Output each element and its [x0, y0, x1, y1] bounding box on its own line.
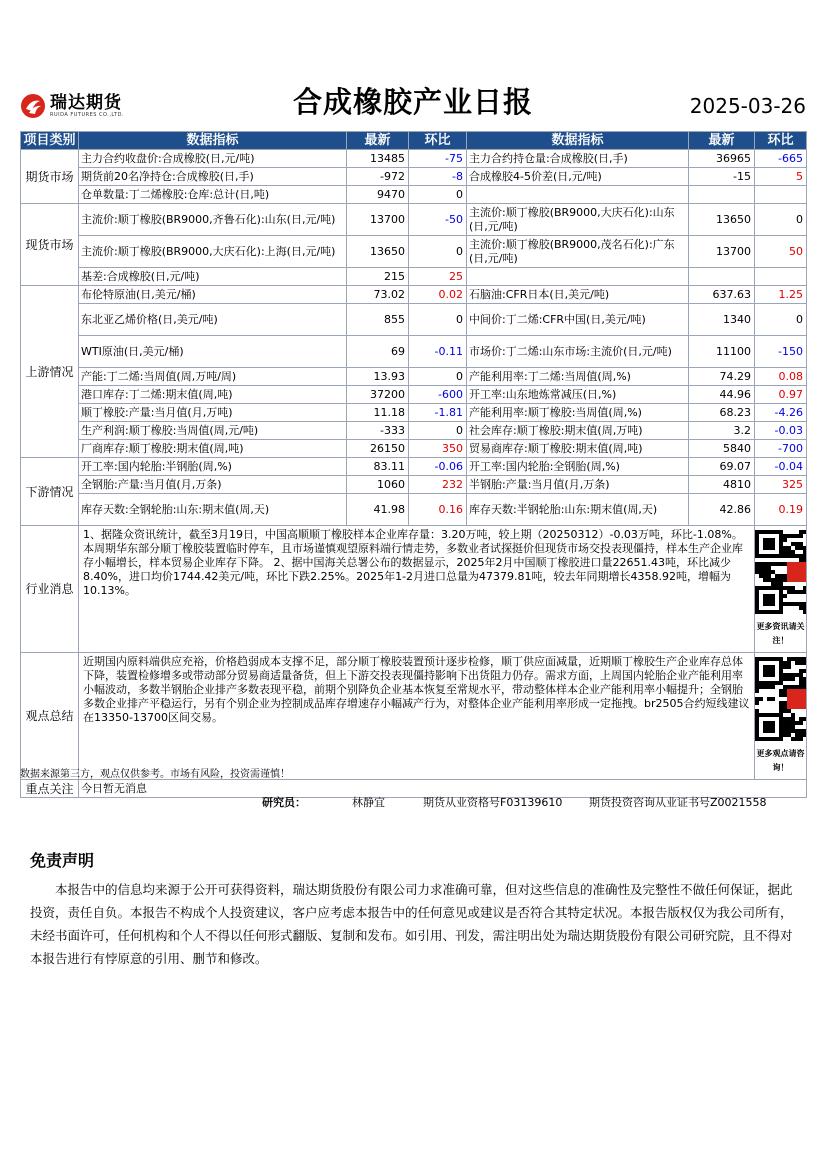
indicator-name-right: 中间价:丁二烯:CFR中国(日,美元/吨): [467, 304, 689, 336]
empty-cell: [689, 268, 755, 286]
table-header-row: [21, 132, 807, 150]
table-row: [21, 404, 807, 422]
header-indicator-right: 数据指标: [467, 132, 689, 150]
indicator-name-right: 主流价:顺丁橡胶(BR9000,茂名石化):广东(日,元/吨): [467, 236, 689, 268]
indicator-change-right: 0: [755, 204, 807, 236]
indicator-value-right: 13650: [689, 204, 755, 236]
header-change: 环比: [409, 132, 467, 150]
indicator-value-right: 1340: [689, 304, 755, 336]
indicator-value-right: 5840: [689, 440, 755, 458]
report-title: 合成橡胶产业日报: [292, 85, 533, 119]
indicator-name-right: 半钢胎:产量:当月值(月,万条): [467, 476, 689, 494]
empty-cell: [755, 268, 807, 286]
indicator-value-right: -15: [689, 168, 755, 186]
indicator-change: -50: [409, 204, 467, 236]
indicator-name-right: 主力合约持仓量:合成橡胶(日,手): [467, 150, 689, 168]
indicator-name: 仓单数量:丁二烯橡胶:仓库:总计(日,吨): [79, 186, 347, 204]
header-category: 项目类别: [21, 132, 79, 150]
researcher-label: 研究员：: [262, 796, 306, 809]
indicator-change: 0.16: [409, 494, 467, 526]
header-indicator: 数据指标: [79, 132, 347, 150]
table-row: [21, 386, 807, 404]
indicator-name: 生产利润:顺丁橡胶:当周值(周,元/吨): [79, 422, 347, 440]
indicator-change-right: -0.04: [755, 458, 807, 476]
indicator-value: 26150: [347, 440, 409, 458]
report-date: 2025-03-26: [689, 94, 806, 118]
indicator-change: -1.81: [409, 404, 467, 422]
indicator-change: 350: [409, 440, 467, 458]
empty-cell: [755, 186, 807, 204]
qr-caption: 更多观点请咨询！: [756, 749, 805, 772]
table-row: [21, 286, 807, 304]
indicator-value-right: 11100: [689, 336, 755, 368]
industry-text: 1、据隆众资讯统计，截至3月19日，中国高顺顺丁橡胶样本企业库存量：3.20万吨，较上期（20250312）-0.03万吨，环比-1.08%。本周期华东部分顺丁橡胶装置临时停车，且市场谨慎观望原料端行情走势，多数业者试探挺价但现货市场交投表现僵持，样本生产企业库存小幅增长，样本贸易企业库存下降。 2、据中国海关总署公布的数据显示，2025年2月中国顺丁橡胶进口量22651.43吨，环比减少8.40%，进口均价1744.42美元/吨，环比下跌2.25%。2025年1-2月进口总量为47379.81吨，较去年同期增长4358.92吨，增幅为10.13%。: [79, 526, 755, 653]
indicator-value: 41.98: [347, 494, 409, 526]
indicator-name-right: 产能利用率:顺丁橡胶:当周值(周,%): [467, 404, 689, 422]
qr-code-icon: [755, 657, 806, 745]
indicator-change: 25: [409, 268, 467, 286]
table-row: [21, 304, 807, 336]
license-number-2: 期货投资咨询从业证书号Z0021558: [589, 796, 767, 809]
indicator-value: -972: [347, 168, 409, 186]
table-row: [21, 440, 807, 458]
indicator-name: 开工率:国内轮胎:半钢胎(周,%): [79, 458, 347, 476]
indicator-name: 主流价:顺丁橡胶(BR9000,齐鲁石化):山东(日,元/吨): [79, 204, 347, 236]
indicator-change: 0: [409, 368, 467, 386]
table-row: [21, 368, 807, 386]
indicator-change-right: -0.03: [755, 422, 807, 440]
table-row: [21, 476, 807, 494]
indicator-value: 855: [347, 304, 409, 336]
empty-cell: [467, 186, 689, 204]
indicator-value-right: 42.86: [689, 494, 755, 526]
indicator-change: 232: [409, 476, 467, 494]
indicator-change-right: 325: [755, 476, 807, 494]
indicator-value: 11.18: [347, 404, 409, 422]
category-focus: 重点关注: [21, 780, 79, 798]
researcher-name: 林静宜: [352, 796, 385, 809]
indicator-change-right: 0.19: [755, 494, 807, 526]
indicator-change: -8: [409, 168, 467, 186]
empty-cell: [689, 186, 755, 204]
indicator-value: 83.11: [347, 458, 409, 476]
indicator-name-right: 开工率:山东地炼常减压(日,%): [467, 386, 689, 404]
indicator-change: -75: [409, 150, 467, 168]
table-row: [21, 422, 807, 440]
indicator-name-right: 市场价:丁二烯:山东市场:主流价(日,元/吨): [467, 336, 689, 368]
disclaimer-body: 本报告中的信息均来源于公开可获得资料，瑞达期货股份有限公司力求准确可靠，但对这些信息的准确性及完整性不做任何保证，据此投资，责任自负。本报告不构成个人投资建议，客户应考虑本报告中的任何意见或建议是否符合其特定状况。本报告版权仅为我公司所有，未经书面许可，任何机构和个人不得以任何形式翻版、复制和发布。如引用、刊发，需注明出处为瑞达期货股份有限公司研究院，且不得对本报告进行有悖原意的引用、删节和修改。: [30, 882, 793, 966]
indicator-value: 13.93: [347, 368, 409, 386]
category-industry: 行业消息: [21, 526, 79, 653]
indicator-value: 215: [347, 268, 409, 286]
table-row: [21, 168, 807, 186]
indicator-change-right: 0.97: [755, 386, 807, 404]
indicator-change-right: 0.08: [755, 368, 807, 386]
table-row: [21, 204, 807, 236]
risk-note: 数据来源第三方，观点仅供参考。市场有风险，投资需谨慎！: [20, 769, 290, 780]
indicator-name-right: 库存天数:半钢轮胎:山东:期末值(周,天): [467, 494, 689, 526]
focus-text: 今日暂无消息: [79, 780, 807, 798]
indicator-name: 布伦特原油(日,美元/桶): [79, 286, 347, 304]
company-name: 瑞达期货: [50, 93, 122, 113]
table-row: [21, 186, 807, 204]
qr-caption: 更多资讯请关注！: [756, 622, 805, 645]
indicator-name: 主力合约收盘价:合成橡胶(日,元/吨): [79, 150, 347, 168]
category-spot: 现货市场: [21, 204, 79, 286]
qr-code-icon: [755, 530, 806, 618]
indicator-change-right: 0: [755, 304, 807, 336]
table-row: [21, 458, 807, 476]
indicator-value: 69: [347, 336, 409, 368]
indicator-value: 1060: [347, 476, 409, 494]
table-row: [21, 268, 807, 286]
indicator-name-right: 石脑油:CFR日本(日,美元/吨): [467, 286, 689, 304]
indicator-name: 港口库存:丁二烯:期末值(周,吨): [79, 386, 347, 404]
indicator-name-right: 主流价:顺丁橡胶(BR9000,大庆石化):山东(日,元/吨): [467, 204, 689, 236]
indicator-value: 13650: [347, 236, 409, 268]
disclaimer-title: 免责声明: [30, 851, 95, 870]
indicator-value-right: 74.29: [689, 368, 755, 386]
indicator-value-right: 4810: [689, 476, 755, 494]
table-row: [21, 236, 807, 268]
table-row: [21, 526, 807, 653]
indicator-name-right: 社会库存:顺丁橡胶:期末值(周,万吨): [467, 422, 689, 440]
header-change-right: 环比: [755, 132, 807, 150]
indicator-change-right: 1.25: [755, 286, 807, 304]
indicator-name: 东北亚乙烯价格(日,美元/吨): [79, 304, 347, 336]
indicator-value: -333: [347, 422, 409, 440]
indicator-name-right: 开工率:国内轮胎:全钢胎(周,%): [467, 458, 689, 476]
table-row: [21, 653, 807, 780]
header-latest: 最新: [347, 132, 409, 150]
empty-cell: [467, 268, 689, 286]
indicator-value: 13485: [347, 150, 409, 168]
indicator-change-right: -4.26: [755, 404, 807, 422]
indicator-value: 9470: [347, 186, 409, 204]
category-futures: 期货市场: [21, 150, 79, 204]
indicator-change: 0: [409, 236, 467, 268]
indicator-name: 库存天数:全钢轮胎:山东:期末值(周,天): [79, 494, 347, 526]
indicator-change-right: -665: [755, 150, 807, 168]
indicator-value-right: 68.23: [689, 404, 755, 422]
indicator-name-right: 产能利用率:丁二烯:当周值(周,%): [467, 368, 689, 386]
indicator-change: -600: [409, 386, 467, 404]
category-upstream: 上游情况: [21, 286, 79, 458]
indicator-name-right: 合成橡胶4-5价差(日,元/吨): [467, 168, 689, 186]
indicator-value: 13700: [347, 204, 409, 236]
indicator-value-right: 13700: [689, 236, 755, 268]
indicator-value-right: 3.2: [689, 422, 755, 440]
indicator-change: 0: [409, 422, 467, 440]
category-downstream: 下游情况: [21, 458, 79, 526]
indicator-change: 0: [409, 186, 467, 204]
qr-code-cell: [755, 526, 807, 653]
indicator-name: 基差:合成橡胶(日,元/吨): [79, 268, 347, 286]
indicator-name: 产能:丁二烯:当周值(周,万吨/周): [79, 368, 347, 386]
indicator-change: 0: [409, 304, 467, 336]
indicator-name: WTI原油(日,美元/桶): [79, 336, 347, 368]
indicator-change-right: 5: [755, 168, 807, 186]
indicator-name-right: 贸易商库存:顺丁橡胶:期末值(周,吨): [467, 440, 689, 458]
indicator-value: 37200: [347, 386, 409, 404]
indicator-value-right: 44.96: [689, 386, 755, 404]
indicator-change: -0.11: [409, 336, 467, 368]
indicator-name: 顺丁橡胶:产量:当月值(月,万吨): [79, 404, 347, 422]
indicator-change-right: -700: [755, 440, 807, 458]
indicator-name: 主流价:顺丁橡胶(BR9000,大庆石化):上海(日,元/吨): [79, 236, 347, 268]
data-table: [20, 131, 807, 798]
table-row: [21, 150, 807, 168]
category-view: 观点总结: [21, 653, 79, 780]
table-row: [21, 336, 807, 368]
indicator-name: 全钢胎:产量:当月值(月,万条): [79, 476, 347, 494]
indicator-name: 厂商库存:顺丁橡胶:期末值(周,吨): [79, 440, 347, 458]
indicator-change-right: -150: [755, 336, 807, 368]
indicator-name: 期货前20名净持仓:合成橡胶(日,手): [79, 168, 347, 186]
indicator-value: 73.02: [347, 286, 409, 304]
indicator-value-right: 637.63: [689, 286, 755, 304]
indicator-change: 0.02: [409, 286, 467, 304]
indicator-change: -0.06: [409, 458, 467, 476]
header-latest-right: 最新: [689, 132, 755, 150]
indicator-value-right: 36965: [689, 150, 755, 168]
company-sub: RUIDA FUTURES CO.,LTD.: [50, 112, 125, 118]
license-number-1: 期货从业资格号F03139610: [423, 796, 563, 809]
indicator-change-right: 50: [755, 236, 807, 268]
view-text: 近期国内原料端供应充裕，价格趋弱成本支撑不足，部分顺丁橡胶装置预计逐步检修，顺丁供应面减量，近期顺丁橡胶生产企业库存总体下降，装置检修增多或带动部分贸易商适量备货，但上下游交投表现僵持影响下出货阻力仍存。需求方面，上周国内轮胎企业产能利用率小幅波动，多数半钢胎企业排产多数表现平稳，前期个别降负企业基本恢复至常规水平，带动整体样本企业产能利用率小幅提升；全钢胎多数企业排产平稳运行，另有个别企业为控制成品库存增速存小幅减产行为，对整体企业产能利用率形成一定拖拽。br2505合约短线建议在13350-13700区间交易。: [79, 653, 755, 780]
table-row: [21, 494, 807, 526]
qr-code-cell: [755, 653, 807, 780]
indicator-value-right: 69.07: [689, 458, 755, 476]
